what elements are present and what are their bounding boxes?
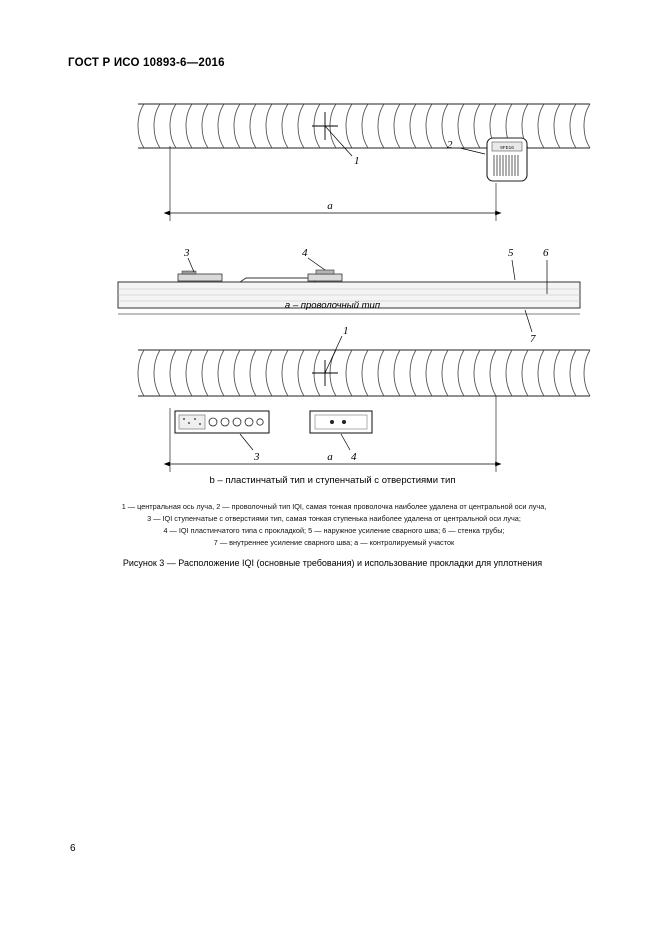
- iqi-marking: 9FE16: [500, 145, 514, 150]
- figure-legend: [74, 501, 594, 549]
- leader-3-bottom: [240, 434, 253, 450]
- dimension-a-bottom-label: a: [327, 451, 333, 463]
- bottom-weld-band: [138, 350, 590, 396]
- leader-3-mid: [188, 258, 194, 272]
- callout-6-mid: 6: [543, 247, 549, 259]
- page-number: 6: [70, 843, 76, 854]
- plate-iqi-shim-section: [308, 270, 342, 281]
- figure-3: [60, 78, 605, 578]
- leader-1-top: [325, 126, 352, 156]
- callout-7-mid: 7: [530, 333, 536, 345]
- callout-1-top: 1: [354, 155, 360, 167]
- leader-7-mid: [525, 310, 532, 332]
- legend-line-2: 3 — IQI ступенчатые с отверстиями тип, самая тонкая ступенька наиболее удалена от центральной оси луча;: [147, 514, 521, 524]
- step-hole-iqi-section: [178, 271, 222, 281]
- step-hole-iqi-plan: [175, 411, 269, 433]
- leader-4-bottom: [341, 434, 350, 450]
- callout-2-top: 2: [447, 139, 453, 151]
- wire-iqi: [487, 138, 527, 181]
- dimension-a-top-label: a: [327, 200, 333, 212]
- leader-1-bottom: [325, 336, 342, 373]
- callout-4-bottom: 4: [351, 451, 357, 463]
- callout-1-bottom: 1: [343, 325, 349, 337]
- callout-4-mid: 4: [302, 247, 308, 259]
- dimension-a-bottom: [170, 396, 496, 472]
- leader-4-mid: [308, 258, 325, 270]
- leader-5-mid: [512, 260, 515, 280]
- figure-caption-a: a – проволочный тип: [284, 300, 381, 311]
- legend-line-3: 4 — IQI пластинчатого типа с прокладкой; 5 — наружное усиление сварного шва; 6 — стенка трубы;: [163, 526, 505, 536]
- callout-5-mid: 5: [508, 247, 514, 259]
- leader-2-top: [460, 148, 485, 154]
- figure-caption-b: b – пластинчатый тип и ступенчатый с отверстиями тип: [209, 475, 456, 486]
- legend-line-4: 7 — внутреннее усиление сварного шва; a — контролируемый участок: [213, 538, 455, 548]
- callout-3-mid: 3: [184, 247, 190, 259]
- document-header: ГОСТ Р ИСО 10893-6—2016: [68, 57, 225, 69]
- plate-iqi-plan: [310, 411, 372, 433]
- callout-3-bottom: 3: [254, 451, 260, 463]
- figure-title: Рисунок 3 — Расположение IQI (основные требования) и использование прокладки для уплотнения: [122, 558, 543, 568]
- legend-line-1: 1 — центральная ось луча, 2 — проволочный тип IQI, самая тонкая проволочка наиболее удалена от центральной оси луча,: [121, 502, 547, 511]
- dimension-a-top: [170, 146, 496, 221]
